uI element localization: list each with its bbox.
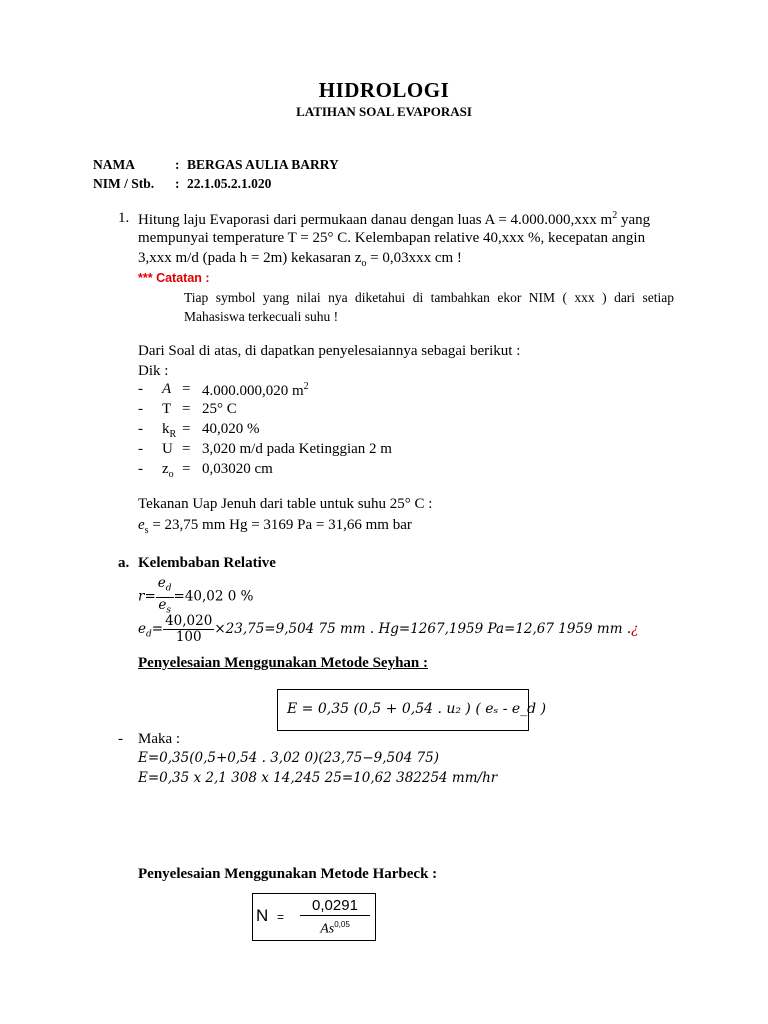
known-symbol: U: [162, 441, 173, 457]
note-text: Tiap symbol yang nilai nya diketahui di tambahkan ekor NIM ( xxx ) dari setiap Mahasiswa terkecuali suhu !: [184, 290, 674, 324]
harbeck-eq: =: [277, 910, 285, 924]
nim-sep: :: [175, 176, 180, 191]
known-dash: -: [138, 401, 143, 417]
known-equals: =: [182, 441, 191, 457]
maka-dash: -: [118, 731, 123, 747]
seyhan-calc-2: E=0,35 x 2,1 308 x 14,245 25=10,62 382254 mm/hr: [138, 770, 498, 786]
seyhan-title: Penyelesaian Menggunakan Metode Seyhan :: [138, 655, 429, 671]
known-value: 40,020 %: [202, 421, 260, 437]
known-symbol: $z_o$: [162, 461, 174, 480]
problem-number: 1.: [118, 210, 130, 226]
known-dash: -: [138, 381, 143, 397]
note-label: *** Catatan :: [138, 271, 210, 285]
known-dash: -: [138, 441, 143, 457]
name-label: NAMA: [93, 157, 135, 172]
known-symbol: A: [162, 381, 172, 397]
known-value: 4.000.000,020 $m^2$: [202, 381, 309, 399]
harbeck-fraction: [300, 897, 370, 939]
nim-label: NIM / Stb.: [93, 176, 155, 191]
vapor-line: $e_s = 23,75$ mm Hg = 3169 Pa = 31,66 mm bar: [138, 517, 412, 536]
harbeck-denominator: As$^{0,05}$: [320, 920, 350, 937]
maka-label: Maka :: [138, 731, 181, 747]
nim-value: 22.1.05.2.1.020: [187, 176, 272, 191]
known-dash: -: [138, 421, 143, 437]
known-dash: -: [138, 461, 143, 477]
page-title: HIDROLOGI: [318, 78, 450, 102]
dik-label: Dik :: [138, 363, 169, 379]
known-equals: =: [182, 381, 191, 397]
problem-line-1: Hitung laju Evaporasi dari permukaan danau dengan luas A = 4.000.000,xxx $m^2$ yang: [138, 210, 651, 228]
known-equals: =: [182, 401, 191, 417]
known-value: 25° C: [202, 401, 237, 417]
known-symbol: T: [162, 401, 172, 417]
harbeck-title: Penyelesaian Menggunakan Metode Harbeck :: [138, 866, 438, 882]
part-a-label: a.: [118, 555, 130, 571]
known-value: 0,03020 cm: [202, 461, 273, 477]
name-value: BERGAS AULIA BARRY: [187, 157, 339, 172]
known-equals: =: [182, 421, 191, 437]
name-sep: :: [175, 157, 180, 172]
relative-humidity-formula: r= $\frac{e_d}{e_s}$ =40,02 0 %: [138, 575, 254, 616]
ed-formula: $e_d=$ $\frac{40,020}{100}$ ×23,75=9,504 75 mm . Hg=1267,1959 Pa=12,67 1959 mm .¿: [138, 613, 639, 645]
seyhan-formula: E = 0,35 (0,5 + 0,54 . u₂ ) ( eₛ - e_d ): [287, 701, 547, 717]
problem-line-3: 3,xxx m/d (pada h = 2m) kekasaran $z_o = 0,03xxx$ cm !: [138, 250, 462, 269]
harbeck-numerator: 0,0291: [300, 897, 370, 916]
known-value: 3,020 m/d pada Ketinggian 2 m: [202, 441, 392, 457]
part-a-title: Kelembaban Relative: [138, 555, 276, 571]
problem-line-2: mempunyai temperature T = 25° C. Kelembapan relative 40,xxx %, kecepatan angin: [138, 230, 646, 246]
harbeck-n: N: [256, 906, 269, 925]
known-equals: =: [182, 461, 191, 477]
known-symbol: $k_R$: [162, 421, 177, 440]
seyhan-calc-1: E=0,35(0,5+0,54 . 3,02 0)(23,75−9,504 75): [138, 750, 440, 766]
solution-intro: Dari Soal di atas, di dapatkan penyelesaiannya sebagai berikut :: [138, 343, 521, 359]
page-subtitle: LATIHAN SOAL EVAPORASI: [296, 104, 472, 119]
vapor-title: Tekanan Uap Jenuh dari table untuk suhu 25° C :: [138, 496, 433, 512]
